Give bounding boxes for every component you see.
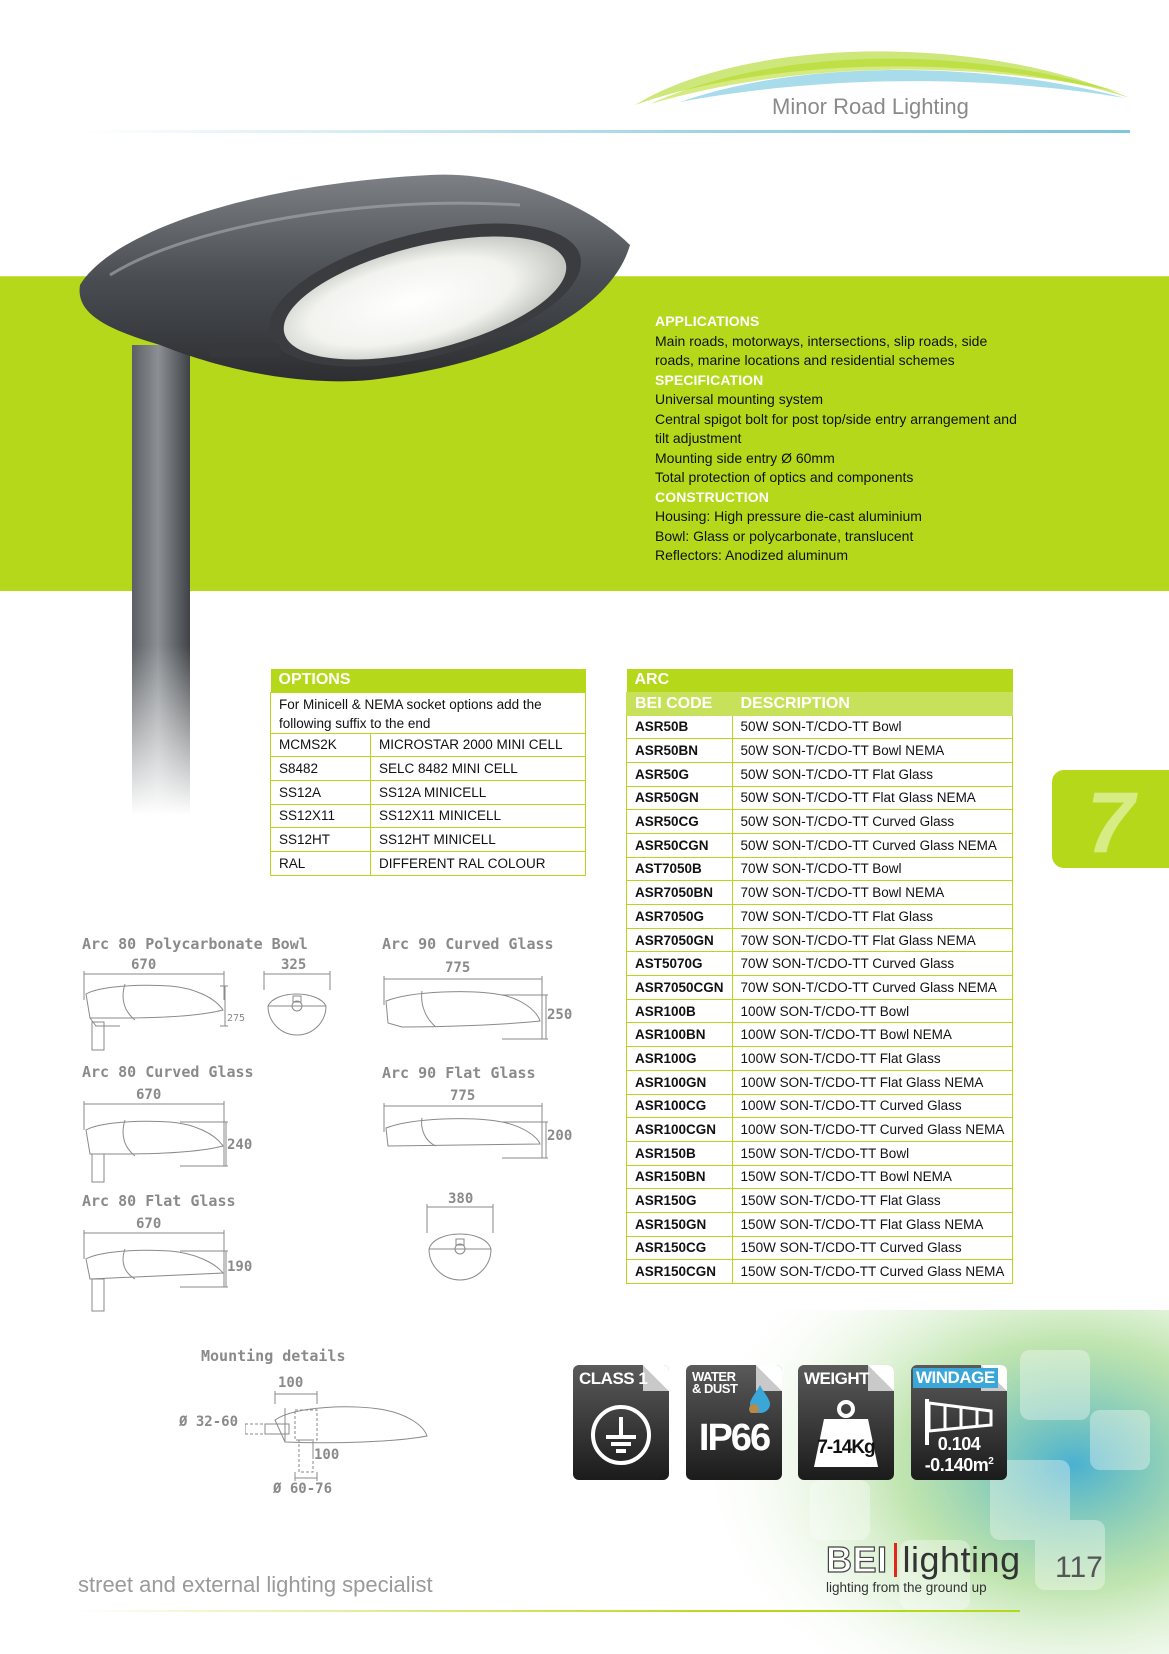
dim-arc90-flat-height: 200 [547,1128,573,1144]
badge-windage [911,1365,1007,1480]
arc-description: 70W SON-T/CDO-TT Bowl NEMA [732,881,1013,905]
spec-line: roads, marine locations and residential schemes [655,352,955,368]
dim-arc80-poly-height: 275 [227,1013,246,1024]
arc-code: ASR50CG [627,810,733,834]
badge-class1 [573,1365,669,1480]
options-row [271,804,586,828]
arc-description: 150W SON-T/CDO-TT Curved Glass [732,1236,1013,1260]
arc-description: 50W SON-T/CDO-TT Bowl NEMA [732,739,1013,763]
options-row [271,733,586,757]
arc-row [627,833,1013,857]
options-note: For Minicell & NEMA socket options add the following suffix to the end [271,692,586,733]
arc-row [627,999,1013,1023]
spec-line: Universal mounting system [655,391,824,407]
drawing-title-arc90-curved: Arc 90 Curved Glass [382,935,554,953]
dim-arc80-flat-width: 670 [136,1216,162,1232]
spec-heading: SPECIFICATION [655,371,764,388]
brand-logo-lighting: lighting [902,1539,1021,1580]
arc-description: 100W SON-T/CDO-TT Curved Glass [732,1094,1013,1118]
spec-line: Reflectors: Anodized aluminum [655,547,848,563]
arc-row [627,715,1013,739]
options-description: MICROSTAR 2000 MINI CELL [371,733,586,757]
drawing-mounting [245,1390,435,1482]
arc-row [627,762,1013,786]
arc-row [627,739,1013,763]
options-row [271,828,586,852]
arc-code: ASR50BN [627,739,733,763]
arc-code: ASR150CGN [627,1260,733,1284]
options-row [271,851,586,875]
arc-code: ASR150CG [627,1236,733,1260]
arc-description: 150W SON-T/CDO-TT Bowl NEMA [732,1165,1013,1189]
arc-row [627,810,1013,834]
drawing-title-arc90-flat: Arc 90 Flat Glass [382,1064,536,1082]
arc-code: ASR50CGN [627,833,733,857]
arc-col-code-header: BEI CODE [627,692,733,715]
water-drop-icon [748,1383,772,1413]
options-code: S8482 [271,757,371,781]
spec-heading: APPLICATIONS [655,313,760,329]
spec-text-block [655,312,1055,566]
arc-description: 70W SON-T/CDO-TT Flat Glass NEMA [732,928,1013,952]
options-description: SS12HT MINICELL [371,828,586,852]
arc-row [627,1118,1013,1142]
arc-code: ASR150BN [627,1165,733,1189]
arc-row [627,928,1013,952]
options-description: DIFFERENT RAL COLOUR [371,851,586,875]
mounting-dim-left: Ø 32-60 [179,1414,239,1430]
arc-code: ASR7050BN [627,881,733,905]
arc-code: ASR7050GN [627,928,733,952]
badge-windage-label: WINDAGE [913,1368,998,1388]
spec-heading: CONSTRUCTION [655,488,769,505]
arc-description: 100W SON-T/CDO-TT Bowl NEMA [732,1023,1013,1047]
arc-row [627,881,1013,905]
drawing-title-arc80-poly: Arc 80 Polycarbonate Bowl [82,935,308,953]
options-description: SS12A MINICELL [371,780,586,804]
options-code: MCMS2K [271,733,371,757]
badge-dust-label: & DUST [692,1381,738,1396]
arc-description: 100W SON-T/CDO-TT Flat Glass [732,1047,1013,1071]
dim-arc80-curved-width: 670 [136,1087,162,1103]
page-header-title: Minor Road Lighting [772,94,969,119]
drawing-arc80-poly [80,970,340,1052]
arc-row [627,1165,1013,1189]
arc-code: ASR100B [627,999,733,1023]
arc-row [627,1260,1013,1284]
arc-description: 50W SON-T/CDO-TT Bowl [732,715,1013,739]
arc-description: 150W SON-T/CDO-TT Flat Glass NEMA [732,1212,1013,1236]
arc-description: 50W SON-T/CDO-TT Curved Glass [732,810,1013,834]
brand-logo [826,1539,1021,1581]
spec-line: Bowl: Glass or polycarbonate, translucent [655,527,914,544]
mounting-dim-bottom: Ø 60-76 [273,1481,333,1497]
arc-code: ASR7050CGN [627,976,733,1000]
arc-code: ASR150GN [627,1212,733,1236]
earth-ground-icon [589,1403,653,1467]
header-rule [85,130,1130,133]
badge-water-label: WATER [692,1369,736,1384]
options-title: OPTIONS [271,669,586,692]
arc-row [627,1236,1013,1260]
arc-description: 50W SON-T/CDO-TT Curved Glass NEMA [732,833,1013,857]
arc-description: 150W SON-T/CDO-TT Bowl [732,1141,1013,1165]
drawing-round-profile [425,1203,505,1283]
drawing-arc80-curved [80,1100,230,1184]
arc-code: AST7050B [627,857,733,881]
arc-description: 70W SON-T/CDO-TT Flat Glass [732,905,1013,929]
mounting-dim-right: 100 [314,1447,340,1463]
arc-row [627,1070,1013,1094]
dim-arc90-curved-width: 775 [445,960,471,976]
mounting-details-title: Mounting details [201,1347,346,1365]
spec-line: Total protection of optics and components [655,469,914,485]
badge-weight-value: 7-14Kg [817,1437,875,1458]
arc-code: ASR50B [627,715,733,739]
arc-description: 50W SON-T/CDO-TT Flat Glass NEMA [732,786,1013,810]
drawing-title-arc80-curved: Arc 80 Curved Glass [82,1063,254,1081]
arc-row [627,905,1013,929]
dim-arc90-curved-height: 250 [547,1007,573,1023]
options-row [271,780,586,804]
arc-description: 100W SON-T/CDO-TT Bowl [732,999,1013,1023]
options-table [270,669,586,876]
arc-title: ARC [627,669,1013,692]
arc-code: ASR50G [627,762,733,786]
badge-windage-value-bottom: -0.140m [924,1455,989,1475]
spec-line: Mounting side entry Ø 60mm [655,449,835,466]
arc-row [627,1189,1013,1213]
arc-code: ASR150B [627,1141,733,1165]
drawing-arc90-curved [382,975,550,1047]
arc-description: 50W SON-T/CDO-TT Flat Glass [732,762,1013,786]
arc-row [627,1141,1013,1165]
arc-code: ASR100G [627,1047,733,1071]
badge-windage-unit-sup: 2 [988,1456,994,1467]
arc-col-desc-header: DESCRIPTION [732,692,1013,715]
arc-code: ASR50GN [627,786,733,810]
drawing-arc80-flat [80,1229,230,1313]
section-tab [1052,770,1169,871]
arc-description: 70W SON-T/CDO-TT Bowl [732,857,1013,881]
options-row [271,757,586,781]
arc-code: AST5070G [627,952,733,976]
options-description: SS12X11 MINICELL [371,804,586,828]
spec-line: tilt adjustment [655,430,742,446]
decorative-tiles [690,1310,1169,1654]
arc-code: ASR100BN [627,1023,733,1047]
arc-row [627,976,1013,1000]
footer-tagline: street and external lighting specialist [78,1572,433,1597]
arc-description: 70W SON-T/CDO-TT Curved Glass NEMA [732,976,1013,1000]
brand-logo-divider [894,1543,897,1577]
section-number: 7 [1086,775,1135,871]
drawing-arc90-flat [382,1102,550,1166]
dim-arc90-flat-width: 775 [450,1088,476,1104]
brand-tagline: lighting from the ground up [826,1580,987,1595]
options-code: SS12A [271,780,371,804]
page-number: 117 [1055,1551,1103,1584]
weight-icon [810,1399,882,1471]
badge-weight [798,1365,894,1480]
spec-line: Main roads, motorways, intersections, slip roads, side [655,332,988,349]
badge-water-dust [686,1365,782,1480]
dim-arc80-flat-height: 190 [227,1259,253,1275]
options-code: SS12X11 [271,804,371,828]
footer-rule [75,1610,1020,1612]
arc-code: ASR100GN [627,1070,733,1094]
arc-row [627,786,1013,810]
dim-round-width: 380 [448,1191,474,1207]
badge-weight-label: WEIGHT [804,1369,869,1388]
arc-code: ASR150G [627,1189,733,1213]
arc-code: ASR100CGN [627,1118,733,1142]
badge-class1-label: CLASS 1 [579,1369,648,1388]
arc-row [627,952,1013,976]
arc-description: 150W SON-T/CDO-TT Flat Glass [732,1189,1013,1213]
arc-table [626,669,1013,1284]
dim-arc80-curved-height: 240 [227,1137,253,1153]
arc-row [627,1047,1013,1071]
arc-code: ASR7050G [627,905,733,929]
mounting-dim-top: 100 [278,1375,304,1391]
options-code: RAL [271,851,371,875]
arc-description: 150W SON-T/CDO-TT Curved Glass NEMA [732,1260,1013,1284]
options-description: SELC 8482 MINI CELL [371,757,586,781]
arc-description: 100W SON-T/CDO-TT Flat Glass NEMA [732,1070,1013,1094]
spec-line: Housing: High pressure die-cast aluminium [655,508,922,524]
arc-description: 100W SON-T/CDO-TT Curved Glass NEMA [732,1118,1013,1142]
dim-arc80-poly-side: 325 [281,957,307,973]
arc-code: ASR100CG [627,1094,733,1118]
spec-line: Central spigot bolt for post top/side entry arrangement and [655,410,1017,427]
badge-windage-value-top: 0.104 [937,1434,981,1454]
dim-arc80-poly-width: 670 [131,957,157,973]
arc-row [627,1212,1013,1236]
arc-row [627,1094,1013,1118]
arc-row [627,1023,1013,1047]
badge-ip-rating: IP66 [698,1417,770,1459]
arc-description: 70W SON-T/CDO-TT Curved Glass [732,952,1013,976]
arc-row [627,857,1013,881]
brand-logo-bei: BEI [826,1539,888,1580]
options-code: SS12HT [271,828,371,852]
drawing-title-arc80-flat: Arc 80 Flat Glass [82,1192,236,1210]
